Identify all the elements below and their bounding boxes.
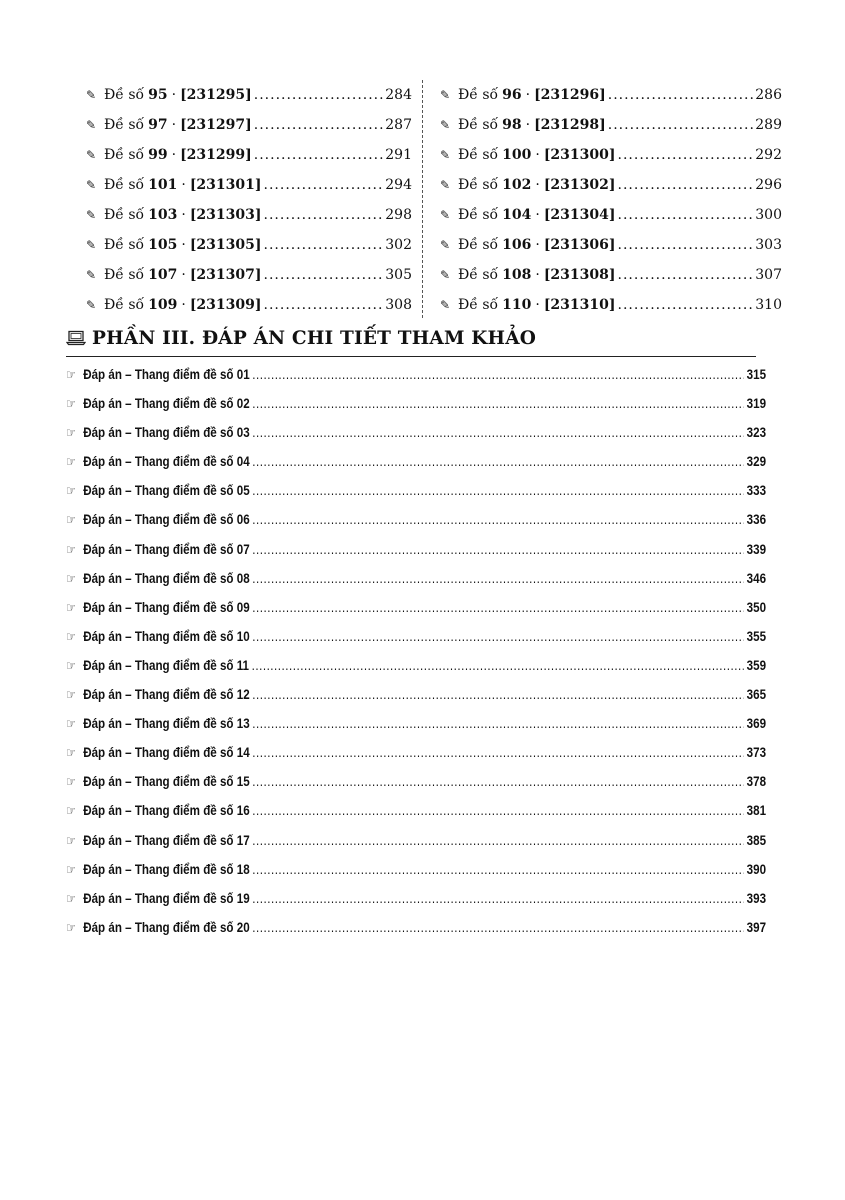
dot-leader [252,593,744,622]
toc-entry-number: 107 [148,267,178,283]
toc-entry-number: 105 [148,237,178,253]
toc-entry[interactable] [440,230,782,260]
toc-entry-prefix: Đề số [458,177,499,193]
answer-entry[interactable] [66,855,766,884]
toc-entry-prefix: Đề số [104,207,145,223]
toc-entry-separator: · [181,177,186,193]
pointing-hand-icon: ☞ [66,745,77,761]
answer-entry-label: Đáp án – Thang điểm đề số 20 [83,919,250,935]
answer-entry-page: 369 [746,716,767,732]
answer-entry-label: Đáp án – Thang điểm đề số 18 [83,861,250,877]
toc-entry-number: 101 [148,177,178,193]
toc-entry-number: 104 [502,207,532,223]
toc-entry-code: [231305] [189,237,262,253]
toc-entry-number: 102 [502,177,532,193]
toc-entry[interactable] [440,260,782,290]
toc-entry-code: [231308] [543,267,616,283]
pointing-hand-icon: ☞ [66,570,77,586]
dot-leader [264,230,384,260]
toc-entry-separator: · [525,87,531,103]
toc-entry-code: [231296] [534,87,606,103]
answer-entry-label: Đáp án – Thang điểm đề số 17 [83,832,250,848]
dot-leader [264,260,384,290]
toc-entry-separator: · [171,117,177,133]
pen-icon: ✎ [86,88,97,102]
toc-entry-prefix: Đề số [104,147,145,163]
answer-entry-label: Đáp án – Thang điểm đề số 09 [83,599,250,615]
toc-entry-number: 96 [502,87,522,103]
pointing-hand-icon: ☞ [66,774,77,790]
toc-entry-code: [231307] [189,267,262,283]
pointing-hand-icon: ☞ [66,454,77,470]
toc-entry-prefix: Đề số [458,87,499,103]
toc-entry-number: 97 [148,117,168,133]
toc-entry[interactable] [86,200,412,230]
toc-entry-number: 106 [502,237,532,253]
answer-entry-page: 378 [746,774,767,790]
answer-entry[interactable] [66,826,766,855]
answer-entry-page: 393 [746,890,767,906]
toc-entry[interactable] [86,80,412,110]
answer-entry[interactable] [66,767,766,796]
toc-entry-prefix: Đề số [104,177,145,193]
toc-entry-code: [231310] [543,297,616,313]
toc-entry[interactable] [440,80,782,110]
answer-entry-label: Đáp án – Thang điểm đề số 19 [83,890,250,906]
dot-leader [252,913,744,942]
toc-entry-code: [231295] [180,87,252,103]
pen-icon: ✎ [86,178,97,192]
answer-entry-page: 365 [746,687,767,703]
dot-leader [252,360,744,389]
dot-leader [252,855,744,884]
toc-entry[interactable] [86,230,412,260]
pen-icon: ✎ [440,118,451,132]
toc-entry-page: 294 [385,177,412,193]
answer-entry-page: 333 [746,483,767,499]
toc-entry-code: [231300] [543,147,616,163]
toc-entry-page: 292 [755,147,782,163]
pointing-hand-icon: ☞ [66,716,77,732]
pointing-hand-icon: ☞ [66,512,77,528]
dot-leader [252,622,744,651]
toc-entry-separator: · [535,147,540,163]
dot-leader [252,505,744,534]
toc-entry-code: [231299] [180,147,252,163]
toc-entry-code: [231297] [180,117,252,133]
dot-leader [252,884,744,913]
toc-entry-prefix: Đề số [458,267,499,283]
answer-entry[interactable] [66,709,766,738]
answer-entry-page: 355 [746,628,767,644]
section-title-row [66,324,756,352]
answer-entry-page: 397 [746,919,767,935]
toc-entry-page: 303 [755,237,782,253]
toc-entry-page: 291 [385,147,412,163]
toc-entry-number: 109 [148,297,178,313]
pointing-hand-icon: ☞ [66,599,77,615]
toc-entry-separator: · [535,237,540,253]
dot-leader [618,140,754,170]
dot-leader [264,290,384,320]
toc-entry[interactable] [440,170,782,200]
dot-leader [252,796,744,825]
pen-icon: ✎ [440,268,451,282]
answer-entry-page: 350 [746,599,767,615]
answer-entry[interactable] [66,505,766,534]
toc-entry-number: 100 [502,147,532,163]
answer-entry[interactable] [66,389,766,418]
toc-entry-number: 108 [502,267,532,283]
toc-entry-page: 302 [385,237,412,253]
dot-leader [252,767,744,796]
toc-entry-code: [231309] [189,297,262,313]
toc-entry[interactable] [440,110,782,140]
answer-entry-page: 346 [746,570,767,586]
answer-entry[interactable] [66,884,766,913]
toc-entry-prefix: Đề số [104,117,145,133]
dot-leader [252,418,744,447]
pointing-hand-icon: ☞ [66,803,77,819]
toc-entry-page: 307 [755,267,782,283]
pen-icon: ✎ [440,208,451,222]
answer-entry[interactable] [66,564,766,593]
section-underline [66,356,756,357]
answer-entry-label: Đáp án – Thang điểm đề số 05 [83,483,250,499]
answer-list [66,360,766,942]
answer-entry-page: 385 [746,832,767,848]
toc-entry[interactable] [86,140,412,170]
toc-entry-page: 308 [385,297,412,313]
answer-entry[interactable] [66,738,766,767]
answer-entry-page: 359 [746,657,767,673]
toc-entry[interactable] [86,170,412,200]
pointing-hand-icon: ☞ [66,861,77,877]
dot-leader [264,200,384,230]
answer-entry-page: 315 [746,367,767,382]
answer-entry-page: 323 [746,425,767,441]
answer-entry-page: 373 [746,745,767,761]
answer-entry-page: 390 [746,861,767,877]
toc-entry-page: 289 [755,117,782,133]
dot-leader [608,110,754,140]
toc-entry-prefix: Đề số [104,267,145,283]
pen-icon: ✎ [86,208,97,222]
dot-leader [254,140,384,170]
pointing-hand-icon: ☞ [66,657,77,673]
answer-entry[interactable] [66,447,766,476]
dot-leader [252,476,744,505]
toc-entry[interactable] [440,140,782,170]
dot-leader [252,389,744,418]
toc-entry-prefix: Đề số [458,117,499,133]
toc-entry[interactable] [86,110,412,140]
pointing-hand-icon: ☞ [66,541,77,557]
dot-leader [608,80,754,110]
toc-entry-code: [231303] [189,207,262,223]
pen-icon: ✎ [440,148,451,162]
dot-leader [618,290,754,320]
toc-entry-number: 103 [148,207,178,223]
answer-entry-page: 319 [746,396,767,412]
answer-entry-label: Đáp án – Thang điểm đề số 13 [83,716,250,732]
dot-leader [252,447,744,476]
answer-entry[interactable] [66,535,766,564]
toc-entry-prefix: Đề số [458,297,499,313]
pointing-hand-icon: ☞ [66,832,77,848]
toc-entry-page: 300 [755,207,782,223]
toc-entry[interactable] [440,200,782,230]
toc-entry[interactable] [86,260,412,290]
pointing-hand-icon: ☞ [66,396,77,412]
toc-entry-page: 305 [385,267,412,283]
toc-entry-code: [231298] [534,117,606,133]
pen-icon: ✎ [440,178,451,192]
toc-entry-separator: · [181,297,186,313]
answer-entry[interactable] [66,680,766,709]
toc-entry-separator: · [171,87,177,103]
toc-entry[interactable] [440,290,782,320]
toc-entry-code: [231306] [543,237,616,253]
answer-entry[interactable] [66,418,766,447]
toc-entry-code: [231301] [189,177,262,193]
toc-entry-number: 99 [148,147,168,163]
answer-entry-label: Đáp án – Thang điểm đề số 15 [83,774,250,790]
toc-left-column [86,80,412,320]
dot-leader [252,535,744,564]
answer-entry-label: Đáp án – Thang điểm đề số 06 [83,512,250,528]
answer-entry-label: Đáp án – Thang điểm đề số 08 [83,570,250,586]
toc-entry-page: 287 [385,117,412,133]
pen-icon: ✎ [86,148,97,162]
toc-entry-number: 95 [148,87,168,103]
toc-two-column-block [86,80,781,320]
dot-leader [618,200,754,230]
toc-entry[interactable] [86,290,412,320]
pen-icon: ✎ [86,238,97,252]
answer-entry-page: 336 [746,512,767,528]
answer-entry-label: Đáp án – Thang điểm đề số 01 [83,367,250,382]
toc-entry-separator: · [535,267,540,283]
answer-entry-label: Đáp án – Thang điểm đề số 03 [83,425,250,441]
answer-entry[interactable] [66,593,766,622]
dot-leader [264,170,384,200]
dot-leader [252,826,744,855]
answer-entry-label: Đáp án – Thang điểm đề số 14 [83,745,250,761]
answer-entry-label: Đáp án – Thang điểm đề số 04 [83,454,250,470]
laptop-icon [66,330,86,346]
pen-icon: ✎ [86,268,97,282]
dot-leader [618,230,754,260]
answer-entry-label: Đáp án – Thang điểm đề số 02 [83,396,250,412]
toc-right-column [440,80,782,320]
section-title: PHẦN III. ĐÁP ÁN CHI TIẾT THAM KHẢO [92,327,537,349]
dot-leader [252,709,744,738]
answer-entry-page: 381 [746,803,767,819]
toc-entry-separator: · [181,237,186,253]
answer-entry[interactable] [66,796,766,825]
toc-entry-code: [231304] [543,207,616,223]
answer-entry-label: Đáp án – Thang điểm đề số 10 [83,628,250,644]
answer-entry-label: Đáp án – Thang điểm đề số 11 [83,657,250,673]
pointing-hand-icon: ☞ [66,367,77,382]
answer-entry[interactable] [66,476,766,505]
pointing-hand-icon: ☞ [66,687,77,703]
toc-entry-page: 298 [385,207,412,223]
answer-entry[interactable] [66,360,766,389]
pen-icon: ✎ [86,298,97,312]
toc-entry-separator: · [535,297,540,313]
toc-entry-prefix: Đề số [104,297,145,313]
dot-leader [252,738,744,767]
answer-entry-page: 329 [746,454,767,470]
column-divider [422,80,423,318]
toc-entry-page: 310 [755,297,782,313]
toc-entry-prefix: Đề số [458,147,499,163]
answer-entry-label: Đáp án – Thang điểm đề số 16 [83,803,250,819]
answer-entry-label: Đáp án – Thang điểm đề số 12 [83,687,250,703]
toc-entry-number: 110 [502,297,532,313]
toc-entry-prefix: Đề số [458,207,499,223]
answer-entry[interactable] [66,651,766,680]
toc-entry-prefix: Đề số [104,237,145,253]
section-heading [66,324,756,357]
toc-entry-separator: · [181,207,186,223]
toc-entry-separator: · [525,117,531,133]
toc-entry-code: [231302] [543,177,616,193]
pen-icon: ✎ [440,298,451,312]
dot-leader [254,110,384,140]
answer-entry-label: Đáp án – Thang điểm đề số 07 [83,541,250,557]
dot-leader [254,80,384,110]
pointing-hand-icon: ☞ [66,890,77,906]
pointing-hand-icon: ☞ [66,483,77,499]
pointing-hand-icon: ☞ [66,425,77,441]
toc-entry-page: 286 [755,87,782,103]
dot-leader [618,170,754,200]
answer-entry[interactable] [66,913,766,942]
toc-entry-separator: · [181,267,186,283]
toc-entry-separator: · [535,207,540,223]
pointing-hand-icon: ☞ [66,919,77,935]
toc-entry-prefix: Đề số [458,237,499,253]
toc-entry-separator: · [535,177,540,193]
toc-entry-page: 296 [755,177,782,193]
toc-entry-page: 284 [385,87,412,103]
dot-leader [252,651,744,680]
toc-entry-prefix: Đề số [104,87,145,103]
pen-icon: ✎ [440,238,451,252]
answer-entry[interactable] [66,622,766,651]
dot-leader [618,260,754,290]
pen-icon: ✎ [86,118,97,132]
answer-entry-page: 339 [746,541,767,557]
toc-entry-number: 98 [502,117,522,133]
pen-icon: ✎ [440,88,451,102]
pointing-hand-icon: ☞ [66,628,77,644]
dot-leader [252,680,744,709]
dot-leader [252,564,744,593]
toc-entry-separator: · [171,147,177,163]
